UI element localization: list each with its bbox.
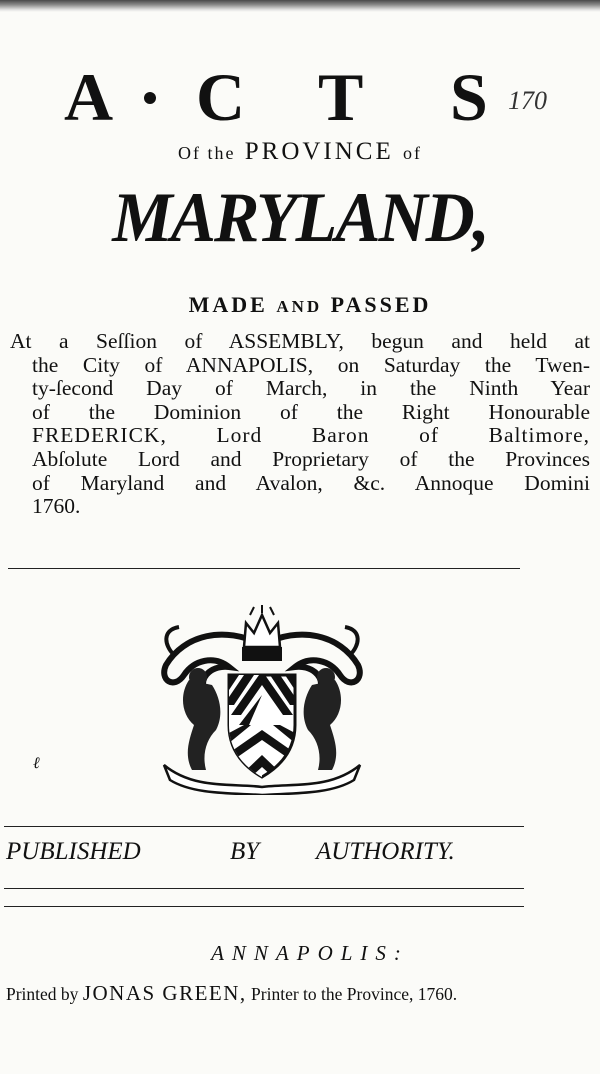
coat-of-arms-image	[154, 605, 370, 795]
body-line: of the Dominion of the Right Honourable	[32, 399, 590, 424]
body-line: FREDERICK, Lord Baron of Baltimore,	[32, 423, 590, 448]
body-line: 1760.	[32, 494, 81, 519]
by-word: BY	[230, 838, 260, 865]
body-line: ty-ſecond Day of March, in the Ninth Year	[32, 376, 590, 401]
marginal-note: 170	[508, 86, 547, 115]
body-line: At a Seſſion of ASSEMBLY, begun and held at	[10, 329, 590, 353]
title-letter-c: C	[196, 59, 246, 135]
body-line: the City of ANNAPOLIS, on Saturday the Twen-	[32, 352, 590, 377]
title-dot	[144, 92, 156, 104]
imprint-line	[6, 981, 457, 1006]
subtitle-province: PROVINCE	[244, 138, 394, 165]
published-word: PUBLISHED	[6, 838, 141, 865]
imprint-place: ANNAPOLIS:	[211, 941, 409, 965]
page-edge-shadow	[0, 0, 600, 12]
divider-rule	[4, 826, 524, 827]
printed-by-text: Printed by	[6, 984, 79, 1004]
title-letter-s: S	[450, 59, 488, 135]
province-name: MARYLAND,	[112, 177, 488, 257]
title-letter-a: A	[64, 59, 114, 135]
authority-word: AUTHORITY.	[316, 838, 455, 865]
divider-rule	[4, 906, 524, 907]
subtitle-of: of	[403, 143, 422, 163]
body-line: Abſolute Lord and Proprietary of the Provinces	[32, 446, 590, 471]
made-and-passed	[0, 292, 600, 318]
title-letter-t: T	[318, 59, 364, 135]
stray-ink-mark: ℓ	[33, 755, 40, 772]
made-word: MADE	[188, 292, 268, 317]
divider-rule	[4, 888, 524, 889]
session-paragraph	[10, 330, 590, 519]
passed-word: PASSED	[330, 292, 432, 317]
printer-name: JONAS GREEN,	[82, 981, 247, 1005]
imprint-rest: Printer to the Province, 1760.	[251, 984, 458, 1004]
divider-rule	[8, 568, 520, 569]
subtitle-line	[0, 138, 600, 166]
body-line: of Maryland and Avalon, &c. Annoque Domini	[32, 470, 590, 495]
and-word: AND	[276, 297, 323, 316]
subtitle-of-the: Of the	[178, 143, 236, 163]
